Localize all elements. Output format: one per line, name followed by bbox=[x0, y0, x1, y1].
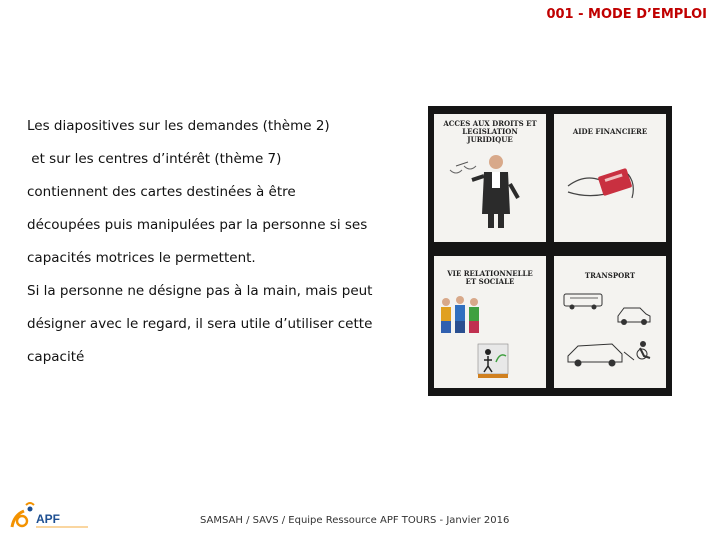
people-group-icon bbox=[434, 256, 546, 388]
card-title-line: LEGISLATION bbox=[462, 127, 518, 136]
slide-title: 001 - MODE D’EMPLOI bbox=[546, 7, 707, 22]
card-title-line: ET SOCIALE bbox=[465, 277, 515, 286]
footer-text: SAMSAH / SAVS / Equipe Ressource APF TOURS - Janvier 2016 bbox=[200, 515, 510, 526]
card-legal-rights bbox=[434, 114, 546, 242]
card-title-line: VIE RELATIONNELLE bbox=[447, 269, 533, 278]
paragraph-line: contiennent des cartes destinées à être bbox=[27, 184, 296, 200]
paragraph-line: capacité bbox=[27, 349, 85, 365]
paragraph-line: désigner avec le regard, il sera utile d’utiliser cette bbox=[27, 316, 373, 332]
logo-text: APF bbox=[36, 512, 60, 526]
card-title-line: ACCES AUX DROITS ET bbox=[443, 119, 537, 128]
card-transport bbox=[554, 256, 666, 388]
judge-icon bbox=[434, 114, 546, 242]
payment-card-icon bbox=[554, 114, 666, 242]
card-financial-aid bbox=[554, 114, 666, 242]
paragraph-line: et sur les centres d’intérêt (thème 7) bbox=[27, 151, 282, 167]
paragraph-line: Si la personne ne désigne pas à la main, mais peut bbox=[27, 283, 373, 299]
cards-photo bbox=[428, 106, 672, 396]
card-title-line: JURIDIQUE bbox=[467, 135, 513, 144]
paragraph-line: Les diapositives sur les demandes (thème 2) bbox=[27, 118, 330, 134]
paragraph-line: capacités motrices le permettent. bbox=[27, 250, 256, 266]
card-social-life bbox=[434, 256, 546, 388]
paragraph-line: découpées puis manipulées par la personne si ses bbox=[27, 217, 368, 233]
vehicles-icon bbox=[554, 256, 666, 388]
instruction-text bbox=[27, 118, 417, 382]
card-title-line: AIDE FINANCIERE bbox=[572, 127, 648, 136]
card-title-line: TRANSPORT bbox=[584, 271, 636, 280]
apf-logo bbox=[8, 497, 94, 533]
apf-logo-icon bbox=[12, 503, 34, 527]
